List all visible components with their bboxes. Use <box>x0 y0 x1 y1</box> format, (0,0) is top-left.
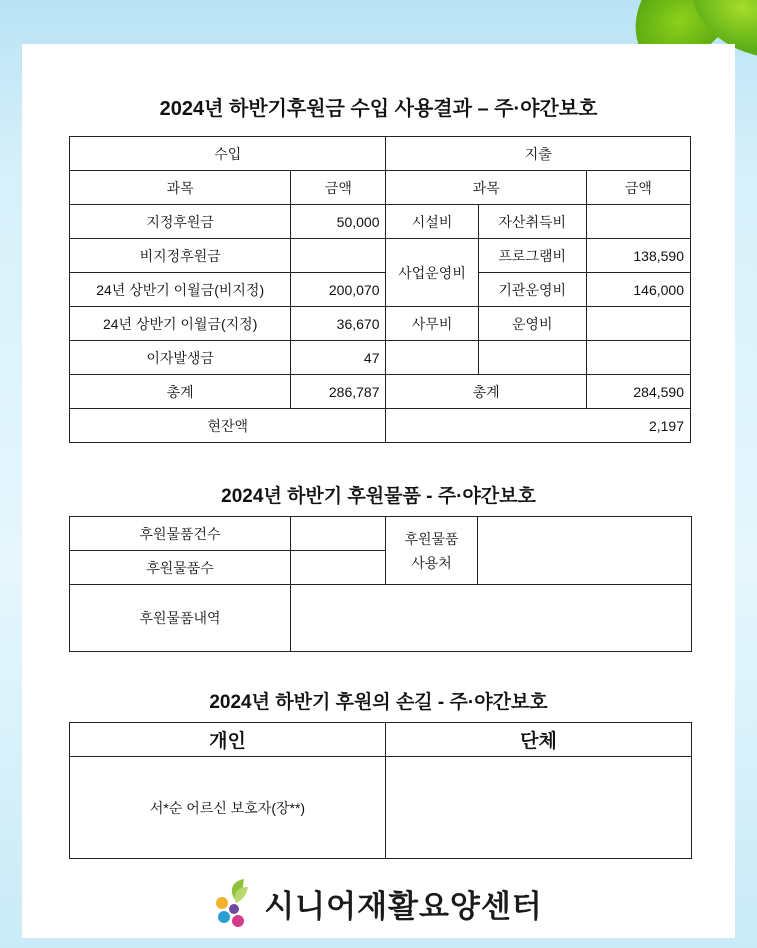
empty-cell <box>586 341 690 375</box>
total-row <box>70 375 691 409</box>
table-row <box>70 239 691 273</box>
empty-cell <box>478 341 586 375</box>
income-amount: 200,070 <box>291 273 386 307</box>
table-row <box>70 205 691 239</box>
balance-label: 현잔액 <box>70 409 386 443</box>
income-usage-title: 2024년 하반기후원금 수입 사용결과 – 주·야간보호 <box>159 98 598 120</box>
table-row <box>70 307 691 341</box>
logo-icon <box>214 879 258 927</box>
donor-title: 2024년 하반기 후원의 손길 - 주·야간보호 <box>209 692 548 713</box>
expense-category: 사업운영비 <box>386 239 478 307</box>
table-row <box>70 273 691 307</box>
goods-qty-value <box>291 551 386 585</box>
group-header: 단체 <box>386 723 692 757</box>
balance-value: 2,197 <box>386 409 691 443</box>
table-row <box>70 341 691 375</box>
goods-detail-value <box>291 585 692 652</box>
expense-col-subject: 과목 <box>386 171 586 205</box>
goods-table <box>69 516 692 652</box>
income-amount: 47 <box>291 341 386 375</box>
expense-subcategory: 프로그램비 <box>478 239 586 273</box>
income-subject: 24년 상반기 이월금(비지정) <box>70 273 291 307</box>
expense-amount <box>586 205 690 239</box>
goods-qty-label: 후원물품수 <box>70 551 291 585</box>
income-subject: 비지정후원금 <box>70 239 291 273</box>
income-subject: 지정후원금 <box>70 205 291 239</box>
group-content <box>386 757 692 859</box>
donor-table <box>69 722 692 859</box>
expense-total-label: 총계 <box>386 375 586 409</box>
income-total-label: 총계 <box>70 375 291 409</box>
income-subject: 24년 상반기 이월금(지정) <box>70 307 291 341</box>
income-subject: 이자발생금 <box>70 341 291 375</box>
expense-amount <box>586 307 690 341</box>
individual-content: 서*순 어르신 보호자(장**) <box>70 757 386 859</box>
income-col-subject: 과목 <box>70 171 291 205</box>
empty-cell <box>386 341 478 375</box>
goods-detail-label: 후원물품내역 <box>70 585 291 652</box>
individual-header: 개인 <box>70 723 386 757</box>
income-total: 286,787 <box>291 375 386 409</box>
logo-text: 시니어재활요양센터 <box>264 888 543 924</box>
expense-category: 시설비 <box>386 205 478 239</box>
income-amount <box>291 239 386 273</box>
balance-row <box>70 409 691 443</box>
goods-use-value <box>478 517 692 585</box>
income-header: 수입 <box>70 137 386 171</box>
expense-subcategory: 기관운영비 <box>478 273 586 307</box>
expense-amount: 146,000 <box>586 273 690 307</box>
goods-count-label: 후원물품건수 <box>70 517 291 551</box>
expense-subcategory: 운영비 <box>478 307 586 341</box>
expense-total: 284,590 <box>586 375 690 409</box>
income-amount: 36,670 <box>291 307 386 341</box>
expense-header: 지출 <box>386 137 691 171</box>
income-expense-table <box>69 136 691 443</box>
goods-title: 2024년 하반기 후원물품 - 주·야간보호 <box>221 486 536 507</box>
center-logo <box>0 878 757 928</box>
goods-count-value <box>291 517 386 551</box>
income-col-amount: 금액 <box>291 171 386 205</box>
income-amount: 50,000 <box>291 205 386 239</box>
expense-subcategory: 자산취득비 <box>478 205 586 239</box>
expense-category: 사무비 <box>386 307 478 341</box>
goods-use-label: 후원물품 사용처 <box>386 517 478 585</box>
expense-col-amount: 금액 <box>586 171 690 205</box>
expense-amount: 138,590 <box>586 239 690 273</box>
